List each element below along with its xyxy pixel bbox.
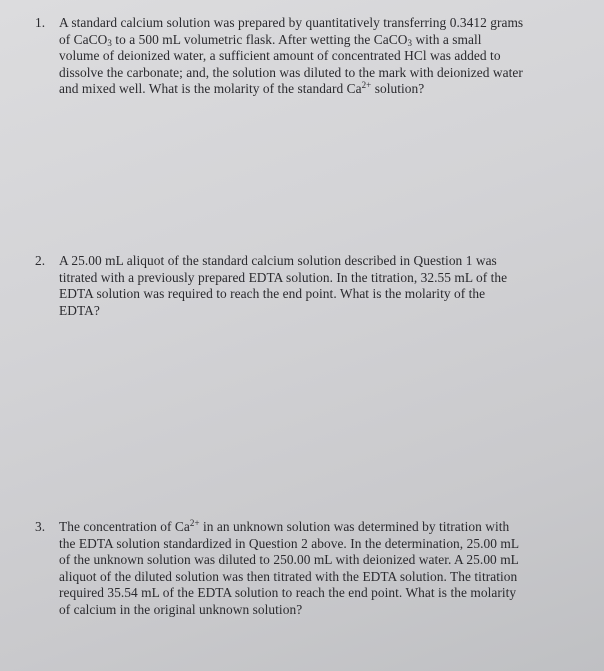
text-line: titrated with a previously prepared EDTA solution. In the titration, 32.55 mL of the	[59, 269, 508, 285]
text-line: EDTA solution was required to reach the end point. What is the molarity of the	[59, 286, 486, 302]
text-line: EDTA?	[59, 302, 100, 318]
text-line: dissolve the carbonate; and, the solution was diluted to the mark with deionized water	[59, 64, 523, 80]
question-2	[35, 253, 559, 319]
text-line: of the unknown solution was diluted to 250.00 mL with deionized water. A 25.00 mL	[59, 552, 519, 568]
question-number: 2.	[35, 253, 46, 268]
question-1	[35, 15, 559, 98]
question-3	[35, 519, 559, 619]
text-line: and mixed well. What is the molarity of the standard $Ca^{2+}$ solution?	[59, 80, 425, 97]
text-line: the EDTA solution standardized in Question 2 above. In the determination, 25.00 mL	[59, 535, 520, 551]
text-line: aliquot of the diluted solution was then titrated with the EDTA solution. The titration	[59, 568, 518, 584]
text-line: A standard calcium solution was prepared by quantitatively transferring 0.3412 grams	[59, 15, 524, 30]
text-line: of CaCO$_3$ to a 500 mL volumetric flask. After wetting the CaCO$_3$ with a small	[59, 31, 482, 48]
superscript: 2+	[189, 518, 200, 528]
question-text	[59, 15, 559, 98]
text-line: volume of deionized water, a sufficient amount of concentrated HCl was added to	[59, 48, 501, 64]
text-line: The concentration of $Ca^{2+}$ in an unknown solution was determined by titration with	[59, 518, 510, 534]
subscript: 3	[107, 37, 112, 48]
subscript: 3	[407, 37, 413, 48]
question-text	[59, 519, 559, 619]
question-text	[59, 253, 559, 319]
question-number: 3.	[35, 519, 46, 534]
text-line: A 25.00 mL aliquot of the standard calcium solution described in Question 1 was	[59, 253, 497, 268]
text-line: of calcium in the original unknown solution?	[59, 601, 303, 617]
question-number: 1.	[35, 15, 46, 30]
text-line: required 35.54 mL of the EDTA solution to reach the end point. What is the molarity	[59, 585, 517, 601]
superscript: 2+	[361, 80, 372, 91]
